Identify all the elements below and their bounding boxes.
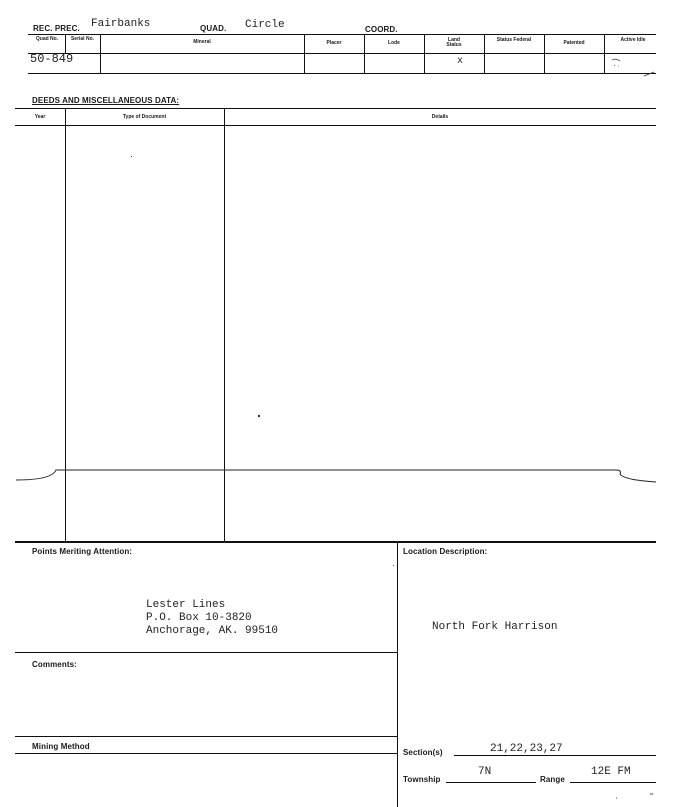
col-status-federal: Status Federal: [496, 37, 532, 43]
deeds-col-year: Year: [34, 114, 46, 120]
quad-value: Circle: [245, 19, 285, 31]
deeds-col-details: Details: [431, 114, 449, 120]
page-seam-line: [0, 462, 678, 492]
range-value: 12E FM: [591, 766, 631, 778]
col-divider-6: [484, 34, 485, 73]
sections-label: Section(s): [403, 748, 443, 757]
deeds-col-type: Type of Document: [122, 114, 167, 120]
corner-mark: [610, 790, 660, 804]
col-active-idle: Active Idle: [620, 37, 646, 43]
quad-no-value: 50-849: [30, 52, 74, 66]
rec-prec-value: Fairbanks: [91, 18, 151, 30]
deeds-rule-top: [15, 108, 656, 109]
pencil-mark: [606, 52, 658, 80]
points-line-3: Anchorage, AK. 99510: [146, 625, 279, 637]
sections-underline: [454, 755, 656, 756]
range-underline: [570, 782, 656, 783]
bottom-rule-top: [15, 541, 656, 543]
quad-label: QUAD.: [200, 24, 227, 33]
mining-label: Mining Method: [32, 742, 90, 751]
comments-rule: [15, 652, 397, 653]
col-quad-no: Quad No.: [35, 36, 59, 42]
location-label: Location Description:: [403, 547, 488, 556]
col-divider-8: [604, 34, 605, 73]
range-label: Range: [540, 775, 565, 784]
coord-label: COORD.: [365, 25, 398, 34]
col-serial-no: Serial No.: [70, 36, 95, 42]
bottom-divider: [397, 541, 398, 807]
col-land-status: Land Status: [446, 37, 462, 48]
mining-rule-2: [15, 753, 397, 754]
col-divider-5: [424, 34, 425, 73]
header-rule-bottom: [28, 73, 656, 74]
speck: [258, 415, 260, 417]
points-line-1: Lester Lines: [146, 599, 226, 611]
comments-label: Comments:: [32, 660, 77, 669]
header-rule-mid: [28, 53, 656, 54]
col-mineral: Mineral: [193, 39, 211, 45]
speck: [131, 156, 132, 157]
col-placer: Placer: [326, 40, 342, 46]
deeds-rule-header: [15, 125, 656, 126]
col-lode: Lode: [388, 40, 400, 46]
speck: [393, 565, 394, 566]
land-status-mark: x: [457, 56, 464, 67]
col-patented: Patented: [563, 40, 585, 46]
deeds-section-title: DEEDS AND MISCELLANEOUS DATA:: [32, 96, 180, 105]
township-underline: [446, 782, 536, 783]
rec-prec-label: REC. PREC.: [33, 24, 80, 33]
location-value: North Fork Harrison: [432, 621, 558, 633]
points-label: Points Meriting Attention:: [32, 547, 133, 556]
header-rule-top: [28, 34, 656, 35]
sections-value: 21,22,23,27: [490, 743, 563, 755]
township-label: Township: [403, 775, 441, 784]
township-value: 7N: [478, 766, 492, 778]
mining-rule: [15, 736, 397, 737]
points-line-2: P.O. Box 10-3820: [146, 612, 252, 624]
